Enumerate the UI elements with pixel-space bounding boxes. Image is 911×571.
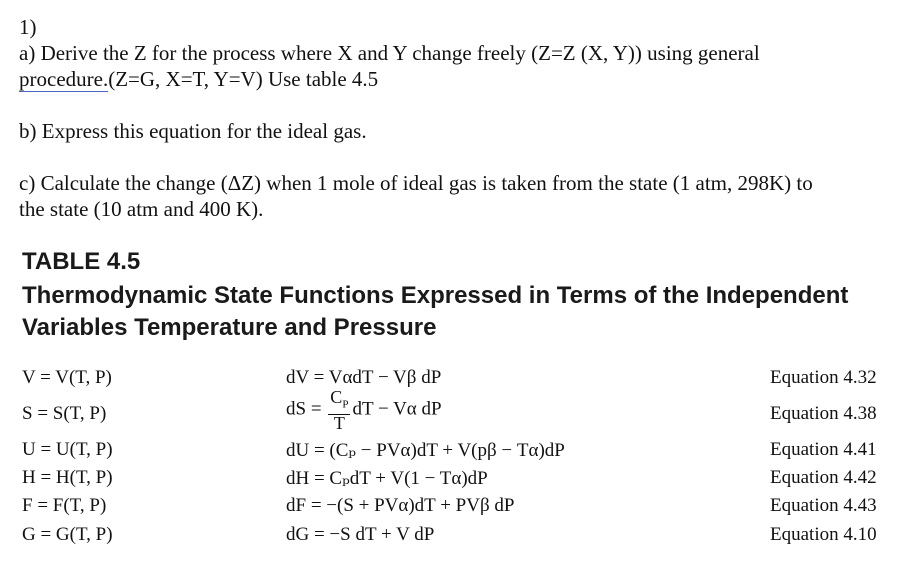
equation-reference: Equation 4.43 xyxy=(770,495,877,516)
differential-prefix: dS = xyxy=(286,398,322,420)
differential-expression: dV = VαdT − Vβ dP xyxy=(286,367,442,388)
question-a-line1: a) Derive the Z for the process where X and Y change freely (Z=Z (X, Y)) using general xyxy=(19,41,760,65)
table-number: TABLE 4.5 xyxy=(22,248,141,275)
differential-expression: dG = −S dT + V dP xyxy=(286,524,435,545)
table-row xyxy=(0,387,911,433)
state-function: H = H(T, P) xyxy=(22,467,113,488)
equation-reference: Equation 4.32 xyxy=(770,367,877,388)
differential-expression: dH = CₚdT + V(1 − Tα)dP xyxy=(286,468,488,489)
table-row xyxy=(0,495,911,525)
table-title: Thermodynamic State Functions Expressed in Terms of the Independent Variables Temperature and Pressure xyxy=(22,282,849,341)
question-a-line2-rest: (Z=G, X=T, Y=V) Use table 4.5 xyxy=(108,67,379,91)
equation-reference: Equation 4.41 xyxy=(770,439,877,460)
table-row xyxy=(0,367,911,397)
question-number: 1) xyxy=(19,15,37,39)
table-row xyxy=(0,467,911,497)
differential-expression xyxy=(286,389,442,432)
state-function: U = U(T, P) xyxy=(22,439,113,460)
question-a-line2 xyxy=(19,66,378,92)
equation-reference: Equation 4.38 xyxy=(770,403,877,424)
question-b: b) Express this equation for the ideal gas. xyxy=(19,119,367,143)
state-function: G = G(T, P) xyxy=(22,524,113,545)
table-row xyxy=(0,439,911,469)
equation-reference: Equation 4.10 xyxy=(770,524,877,545)
state-function: S = S(T, P) xyxy=(22,403,107,424)
differential-expression: dU = (Cₚ − PVα)dT + V(pβ − Tα)dP xyxy=(286,440,565,461)
equation-reference: Equation 4.42 xyxy=(770,467,877,488)
question-c-line1: c) Calculate the change (ΔZ) when 1 mole of ideal gas is taken from the state (1 atm, 298K) to xyxy=(19,171,813,195)
state-function: F = F(T, P) xyxy=(22,495,107,516)
fraction-numerator: $C_P$ xyxy=(328,389,350,415)
table-row xyxy=(0,524,911,554)
differential-suffix: dT − Vα dP xyxy=(352,398,442,420)
state-function: V = V(T, P) xyxy=(22,367,112,388)
fraction xyxy=(328,389,350,432)
subscript: P xyxy=(342,398,349,411)
fraction-denominator: T xyxy=(333,412,345,433)
underlined-word: procedure. xyxy=(19,67,109,91)
question-c-line2: the state (10 atm and 400 K). xyxy=(19,197,264,221)
differential-expression: dF = −(S + PVα)dT + PVβ dP xyxy=(286,495,515,516)
